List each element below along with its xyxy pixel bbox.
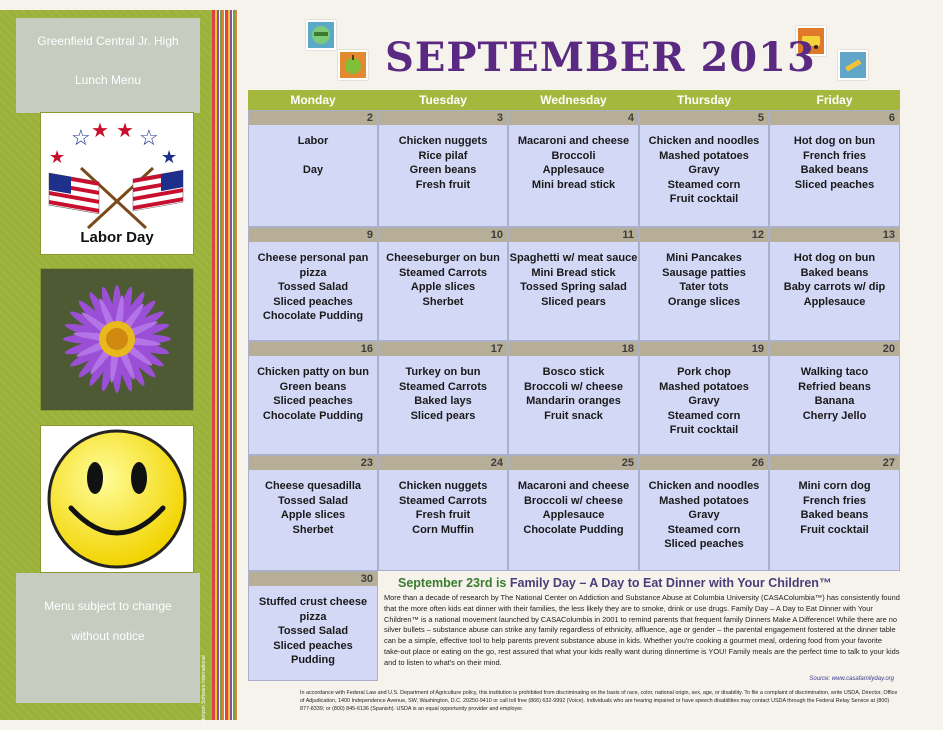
menu-item: Turkey on bun	[405, 366, 481, 378]
menu-item: Sliced peaches	[273, 639, 353, 652]
family-day-title	[398, 575, 900, 591]
menu-item: Walking taco	[800, 366, 869, 378]
day-number: 23	[249, 456, 377, 470]
menu-item: Fruit cocktail	[669, 424, 739, 436]
menu-items	[640, 365, 768, 438]
menu-item: Sliced peaches	[664, 538, 744, 550]
smiley-image	[40, 425, 194, 573]
menu-items	[770, 365, 899, 423]
day-number: 10	[379, 228, 507, 242]
menu-item: Chicken and noodles	[648, 135, 760, 147]
day-cell	[639, 110, 769, 227]
day-cell	[248, 341, 378, 455]
menu-items	[770, 134, 899, 192]
menu-item: Chocolate Pudding	[262, 409, 364, 422]
school-header-box	[16, 18, 200, 113]
menu-items	[379, 251, 507, 309]
day-number: 11	[509, 228, 638, 242]
menu-item: Steamed Carrots	[398, 266, 488, 279]
menu-item: Refried beans	[798, 380, 871, 393]
menu-item: Chicken nuggets	[398, 480, 488, 492]
menu-item: Fresh fruit	[415, 509, 471, 521]
menu-item: Steamed corn	[667, 178, 741, 191]
menu-items	[249, 595, 377, 668]
flower-image	[40, 268, 194, 411]
menu-item: Apple slices	[280, 509, 346, 521]
day-header-friday: Friday	[769, 90, 900, 110]
day-number: 27	[770, 456, 899, 470]
menu-items	[770, 479, 899, 537]
menu-item: Fruit cocktail	[800, 523, 869, 536]
menu-items	[640, 251, 768, 309]
day-number: 30	[249, 572, 377, 586]
menu-item: Broccoli w/ cheese	[523, 494, 624, 507]
day-cell	[639, 455, 769, 571]
menu-item: Sherbet	[292, 523, 334, 536]
day-cell	[639, 341, 769, 455]
menu-item: Mandarin oranges	[526, 395, 621, 407]
day-number: 18	[509, 342, 638, 356]
menu-item: Sliced pears	[410, 409, 476, 422]
day-number: 20	[770, 342, 899, 356]
menu-item: Apple slices	[410, 281, 476, 293]
menu-item: Mashed potatoes	[659, 494, 749, 507]
menu-item: Cheese quesadilla	[265, 480, 361, 492]
menu-item: Green beans	[279, 380, 347, 393]
menu-item: Macaroni and cheese	[517, 480, 630, 492]
day-cell	[378, 110, 508, 227]
menu-items	[249, 251, 377, 324]
day-cell	[769, 227, 900, 341]
day-number: 13	[770, 228, 899, 242]
menu-item: Applesauce	[542, 509, 605, 521]
day-cell	[248, 110, 378, 227]
menu-item: Applesauce	[803, 295, 866, 308]
sidebar	[0, 10, 212, 730]
menu-item: Gravy	[688, 509, 720, 521]
family-day-body: More than a decade of research by The National Center on Addiction and Substance Abuse at Columbia University (CASAColumbia™) has consistently found that the more often kids eat dinner with their families, the less likely they are to smoke, drink or use drugs. Family Day – A Day to Eat Dinner with Your Children™ is a national movement launched by CASAColumbia in 2001 to remind parents that frequent family Dinners Make A Difference! While there are no silver bullets – substance abuse can strike any family regardless of ethnicity, affluence, age or gender – the parental engagement fostered at the dinner table can be a simple, effective tool to help parents prevent substance abuse in kids. Whether you're cooking a gourmet meal, ordering food from your favorite take-out place or eating on the go, rest assured that what your kids really want during dinnertime is YOU! Family meals are the perfect time to talk to your kids and to listen to what's on their mind.	[384, 593, 900, 667]
day-number: 17	[379, 342, 507, 356]
menu-item	[249, 149, 377, 164]
day-cell	[508, 341, 639, 455]
day-number: 25	[509, 456, 638, 470]
day-header-thursday: Thursday	[639, 90, 769, 110]
menu-items	[379, 479, 507, 537]
menu-item: Baked lays	[414, 395, 472, 407]
menu-item: Hot dog on bun	[793, 135, 876, 147]
svg-text:★: ★	[161, 147, 178, 167]
day-cell	[378, 341, 508, 455]
menu-items	[249, 134, 377, 178]
svg-text:★: ★	[91, 120, 109, 142]
menu-item: Chicken and noodles	[648, 480, 760, 492]
day-cell	[769, 110, 900, 227]
day-number: 3	[379, 111, 507, 125]
menu-item: French fries	[803, 149, 866, 162]
copyright-text: © Horizon Software International	[201, 655, 207, 730]
menu-item: Baby carrots w/ dip	[783, 281, 886, 293]
menu-items	[509, 134, 638, 192]
menu-item: Banana	[814, 395, 855, 407]
svg-text:☆: ☆	[139, 125, 159, 150]
menu-item: Bosco stick	[542, 366, 605, 378]
menu-items	[509, 251, 638, 309]
menu-item: French fries	[803, 494, 866, 507]
menu-item: Steamed corn	[667, 523, 741, 536]
menu-item: Gravy	[688, 395, 720, 407]
notice-line-1: Menu subject to change	[44, 599, 172, 613]
menu-items	[249, 479, 377, 537]
menu-item: Mini bread stick	[531, 178, 616, 191]
menu-item: Pudding	[291, 654, 335, 666]
day-cell	[769, 341, 900, 455]
menu-item: Baked beans	[800, 164, 869, 176]
menu-item: Chocolate Pudding	[523, 523, 624, 536]
notice-line-2: without notice	[71, 629, 145, 643]
menu-item: Fruit snack	[544, 409, 603, 422]
aster-flower-icon	[41, 269, 193, 410]
day-header-tuesday: Tuesday	[378, 90, 508, 110]
menu-item: Cheese personal pan	[257, 252, 369, 264]
family-day-section	[384, 575, 900, 687]
menu-item: Stuffed crust cheese	[258, 596, 368, 608]
menu-item: pizza	[299, 266, 327, 279]
menu-item: Mini corn dog	[798, 480, 871, 492]
menu-item: Sherbet	[422, 295, 464, 308]
labor-day-label: Labor Day	[80, 229, 154, 246]
usda-disclaimer: In accordance with Federal Law and U.S. Department of Agriculture policy, this institution is prohibited from discriminating on the basis of race, color, national origin, sex, age, or disability. To file a complaint of discrimination, write USDA, Director, Office of Adjudication, 1400 Independence Avenue, SW, Washington, D.C. 20250-9410 or call toll free (866) 632-9992 (Voice). Individuals who are hearing impaired or have speech disabilities may contact USDA through the Federal Relay Service at (800) 877-8339; or (800) 845-6136 (Spanish). USDA is an equal opportunity provider and employer.	[300, 690, 898, 713]
menu-item: Cherry Jello	[802, 409, 867, 422]
menu-items	[770, 251, 899, 309]
menu-item: Spaghetti w/ meat sauce	[509, 252, 638, 264]
menu-item: Mini Pancakes	[666, 252, 742, 264]
menu-item: Chicken patty on bun	[257, 366, 369, 378]
menu-item: Hot dog on bun	[793, 252, 876, 264]
svg-text:☆: ☆	[71, 125, 91, 150]
menu-item: Sliced pears	[541, 295, 606, 308]
day-number: 12	[640, 228, 768, 242]
menu-items	[509, 365, 638, 423]
svg-text:★: ★	[116, 120, 134, 142]
menu-item: Fresh fruit	[415, 178, 471, 191]
menu-item: Steamed Carrots	[398, 494, 488, 507]
day-cell	[769, 455, 900, 571]
menu-items	[249, 365, 377, 423]
menu-item: Rice pilaf	[418, 149, 468, 162]
menu-item: Mashed potatoes	[659, 380, 749, 393]
pencil-stamp-icon	[838, 50, 868, 80]
menu-item: Broccoli w/ cheese	[523, 380, 624, 393]
family-day-title-lead: September 23rd is	[398, 576, 510, 590]
apple-stamp-icon	[338, 50, 368, 80]
day-cell	[378, 227, 508, 341]
day-number: 4	[509, 111, 638, 125]
menu-item: Baked beans	[800, 266, 869, 279]
menu-items	[640, 134, 768, 207]
menu-item: Sliced peaches	[273, 395, 353, 407]
day-cell	[248, 455, 378, 571]
day-number: 6	[770, 111, 899, 125]
menu-item: Sausage patties	[662, 266, 746, 279]
page-title: SEPTEMBER 2013	[385, 34, 816, 81]
menu-item: Corn Muffin	[412, 523, 474, 536]
menu-item: Tossed Salad	[277, 625, 349, 637]
menu-item: Tossed Spring salad	[520, 281, 627, 293]
labor-day-image	[40, 112, 194, 255]
day-cell	[248, 227, 378, 341]
menu-item: Tossed Salad	[277, 281, 349, 293]
day-header-monday: Monday	[248, 90, 378, 110]
menu-item: Applesauce	[542, 164, 605, 176]
menu-item: Steamed Carrots	[398, 380, 488, 393]
menu-subtitle: Lunch Menu	[74, 73, 142, 87]
svg-text:★: ★	[49, 147, 66, 167]
day-cell	[508, 227, 639, 341]
menu-item: Broccoli	[551, 149, 596, 162]
menu-item: pizza	[299, 610, 327, 623]
menu-item: Day	[302, 164, 324, 176]
menu-items	[379, 134, 507, 192]
menu-item: Chicken nuggets	[398, 135, 488, 147]
smiley-face-icon	[41, 426, 193, 572]
day-cell	[248, 571, 378, 681]
menu-item: Macaroni and cheese	[517, 135, 630, 147]
menu-items	[379, 365, 507, 423]
menu-items	[640, 479, 768, 552]
day-number: 19	[640, 342, 768, 356]
globe-stamp-icon	[306, 20, 336, 50]
day-number: 26	[640, 456, 768, 470]
day-cell	[508, 455, 639, 571]
menu-item: Mashed potatoes	[659, 149, 749, 162]
menu-items	[509, 479, 638, 537]
menu-item: Steamed corn	[667, 409, 741, 422]
day-number: 24	[379, 456, 507, 470]
decorative-stripes	[212, 10, 238, 720]
menu-item: Chocolate Pudding	[262, 310, 364, 322]
menu-item: Sliced peaches	[273, 295, 353, 308]
day-number: 16	[249, 342, 377, 356]
menu-item: Mini Bread stick	[531, 266, 616, 279]
school-name: Greenfield Central Jr. High	[37, 34, 179, 48]
day-cell	[378, 455, 508, 571]
family-day-source: Source: www.casafamilyday.org	[809, 676, 894, 682]
day-number: 5	[640, 111, 768, 125]
day-number: 9	[249, 228, 377, 242]
menu-item: Green beans	[409, 164, 477, 176]
day-cell	[508, 110, 639, 227]
menu-item: Labor	[297, 135, 329, 147]
family-day-title-main: Family Day – A Day to Eat Dinner with Your Children™	[509, 576, 832, 590]
notice-box	[16, 573, 200, 703]
menu-item: Pork chop	[677, 366, 731, 378]
menu-item: Sliced peaches	[794, 178, 875, 191]
menu-item: Tossed Salad	[277, 494, 349, 507]
menu-item: Gravy	[688, 164, 720, 176]
day-cell	[639, 227, 769, 341]
menu-item: Tater tots	[679, 281, 729, 293]
menu-item: Fruit cocktail	[669, 193, 739, 205]
menu-item: Baked beans	[800, 509, 869, 521]
menu-item: Orange slices	[667, 295, 741, 308]
day-header-wednesday: Wednesday	[508, 90, 639, 110]
menu-item: Cheeseburger on bun	[386, 252, 500, 264]
day-number: 2	[249, 111, 377, 125]
